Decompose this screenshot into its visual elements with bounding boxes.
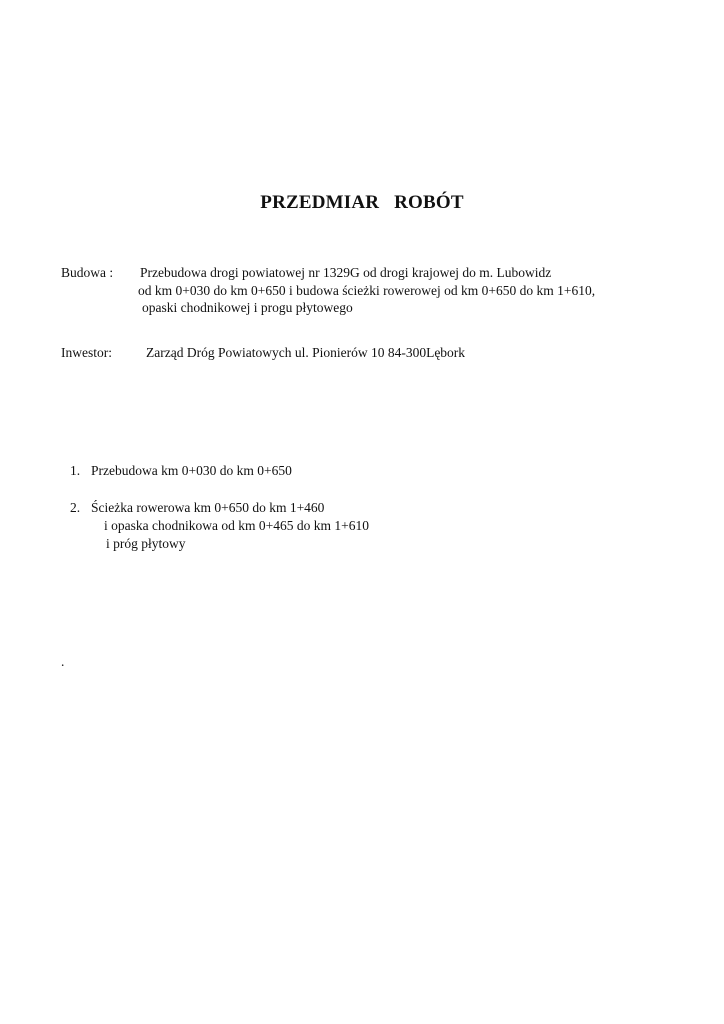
budowa-line-2: od km 0+030 do km 0+650 i budowa ścieżki rowerowej od km 0+650 do km 1+610, [138,283,596,298]
budowa-line-1: Przebudowa drogi powiatowej nr 1329G od drogi krajowej do m. Lubowidz [140,265,552,280]
trailing-mark: . [61,654,65,669]
item-2-line-3: i próg płytowy [106,536,186,551]
inwestor-label: Inwestor: [61,345,112,360]
item-1-line-1: Przebudowa km 0+030 do km 0+650 [91,463,292,478]
document-title: PRZEDMIAR ROBÓT [260,192,464,213]
budowa-label: Budowa : [61,265,114,280]
item-1-number: 1. [70,463,81,478]
item-2-line-2: i opaska chodnikowa od km 0+465 do km 1+610 [104,518,369,533]
item-2-line-1: Ścieżka rowerowa km 0+650 do km 1+460 [91,500,325,515]
item-2-number: 2. [70,500,81,515]
budowa-line-3: opaski chodnikowej i progu płytowego [142,300,353,315]
inwestor-value: Zarząd Dróg Powiatowych ul. Pionierów 10 84-300Lębork [146,345,466,360]
